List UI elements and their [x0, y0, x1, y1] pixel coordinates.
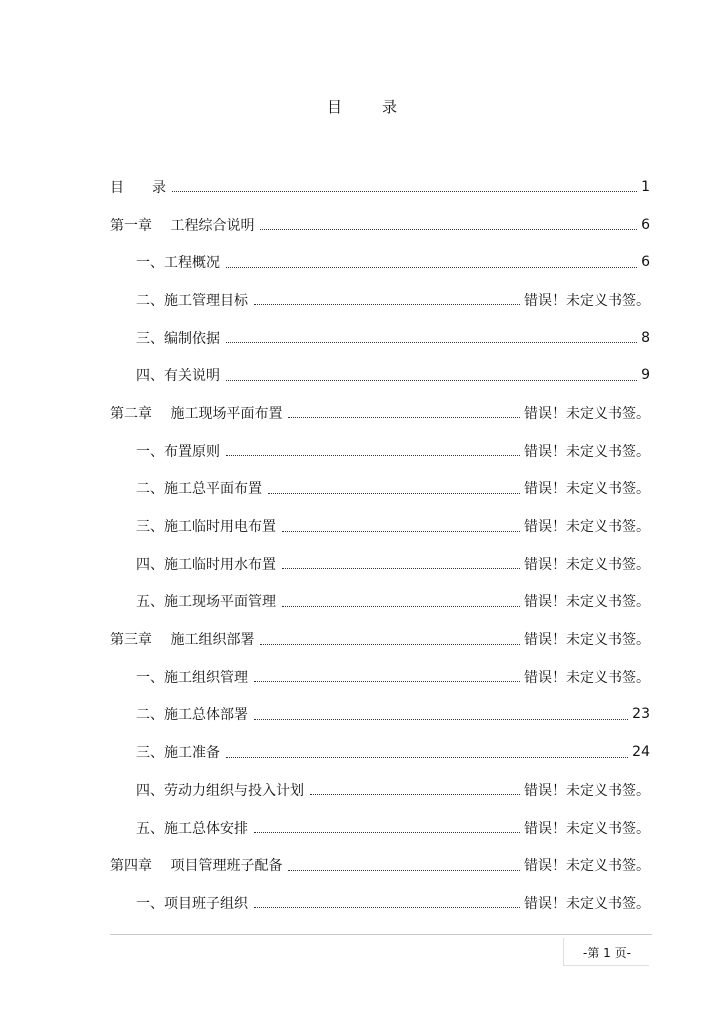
toc-entry-page: 1 [641, 178, 650, 195]
page-title-part2: 录 [382, 98, 398, 116]
page-number: -第 1 页- [583, 946, 631, 960]
toc-dot-leader [254, 719, 628, 720]
toc-entry-label: 五、施工总体安排 [136, 820, 248, 837]
toc-entry[interactable] [110, 620, 650, 658]
toc-dot-leader [254, 304, 520, 305]
toc-entry-label: 第二章 施工现场平面布置 [110, 405, 283, 422]
toc-dot-leader [310, 794, 520, 795]
toc-entry-label: 五、施工现场平面管理 [136, 594, 276, 611]
toc-dot-leader [282, 568, 520, 569]
toc-dot-leader [226, 342, 637, 343]
toc-entry-bookmark-error: 错误！未定义书签。 [524, 443, 650, 460]
toc-entry-bookmark-error: 错误！未定义书签。 [524, 820, 650, 837]
toc-entry-label: 三、编制依据 [136, 330, 220, 347]
page-title-part1: 目 [326, 98, 342, 116]
toc-entry-label: 一、工程概况 [136, 255, 220, 272]
toc-entry-label: 四、劳动力组织与投入计划 [136, 782, 304, 799]
toc-entry-page: 9 [641, 367, 650, 384]
toc-entry-label: 第一章 工程综合说明 [110, 217, 255, 234]
toc-entry-bookmark-error: 错误！未定义书签。 [524, 594, 650, 611]
toc-entry[interactable] [110, 168, 650, 206]
toc-entry-label: 二、施工管理目标 [136, 292, 248, 309]
toc-entry-bookmark-error: 错误！未定义书签。 [524, 632, 650, 649]
toc-entry[interactable] [110, 884, 650, 922]
toc-entry-label: 一、布置原则 [136, 443, 220, 460]
toc-dot-leader [282, 606, 520, 607]
toc-dot-leader [282, 531, 520, 532]
toc-entry[interactable] [110, 846, 650, 884]
toc-entry[interactable] [110, 470, 650, 508]
toc-entry-label: 四、施工临时用水布置 [136, 556, 276, 573]
toc-dot-leader [268, 493, 520, 494]
toc-entry-bookmark-error: 错误！未定义书签。 [524, 481, 650, 498]
toc-entry[interactable] [110, 771, 650, 809]
toc-dot-leader [226, 380, 637, 381]
toc-dot-leader [226, 757, 628, 758]
toc-entry-label: 三、施工准备 [136, 745, 220, 762]
toc-entry[interactable] [110, 319, 650, 357]
toc-entry-page: 23 [632, 706, 650, 723]
toc-entry-label: 一、项目班子组织 [136, 895, 248, 912]
toc-entry[interactable] [110, 432, 650, 470]
toc-entry-bookmark-error: 错误！未定义书签。 [524, 556, 650, 573]
toc-entry-bookmark-error: 错误！未定义书签。 [524, 895, 650, 912]
toc-dot-leader [254, 681, 520, 682]
toc-entry[interactable] [110, 733, 650, 771]
toc-entry-page: 6 [641, 216, 650, 233]
toc-entry-label: 一、施工组织管理 [136, 669, 248, 686]
toc-entry[interactable] [110, 809, 650, 847]
toc-entry[interactable] [110, 394, 650, 432]
toc-dot-leader [288, 417, 520, 418]
toc-entry-page: 24 [632, 744, 650, 761]
toc-dot-leader [172, 191, 637, 192]
toc-entry[interactable] [110, 507, 650, 545]
toc-entry-label: 二、施工总体部署 [136, 707, 248, 724]
toc-dot-leader [226, 455, 520, 456]
toc-entry-bookmark-error: 错误！未定义书签。 [524, 519, 650, 536]
toc-entry[interactable] [110, 206, 650, 244]
toc-entry-label: 第四章 项目管理班子配备 [110, 858, 283, 875]
toc-entry[interactable] [110, 243, 650, 281]
toc-entry-bookmark-error: 错误！未定义书签。 [524, 858, 650, 875]
toc-entry-label: 二、施工总平面布置 [136, 481, 262, 498]
toc-dot-leader [260, 644, 520, 645]
toc-entry[interactable] [110, 658, 650, 696]
toc-dot-leader [288, 870, 520, 871]
footer-divider [110, 934, 652, 935]
toc-dot-leader [226, 267, 637, 268]
toc-entry[interactable] [110, 696, 650, 734]
toc-entry-page: 8 [641, 329, 650, 346]
toc-entry-label: 第三章 施工组织部署 [110, 632, 255, 649]
table-of-contents [110, 168, 650, 922]
toc-dot-leader [260, 229, 637, 230]
toc-dot-leader [254, 907, 520, 908]
toc-entry-bookmark-error: 错误！未定义书签。 [524, 669, 650, 686]
page-title [0, 96, 724, 117]
toc-entry[interactable] [110, 356, 650, 394]
toc-entry-label: 三、施工临时用电布置 [136, 519, 276, 536]
toc-entry[interactable] [110, 545, 650, 583]
toc-entry-bookmark-error: 错误！未定义书签。 [524, 405, 650, 422]
toc-entry-label: 四、有关说明 [136, 368, 220, 385]
toc-dot-leader [254, 832, 520, 833]
toc-entry-bookmark-error: 错误！未定义书签。 [524, 292, 650, 309]
toc-entry[interactable] [110, 583, 650, 621]
toc-entry-page: 6 [641, 254, 650, 271]
toc-entry-label: 目 录 [110, 179, 166, 196]
toc-entry-bookmark-error: 错误！未定义书签。 [524, 782, 650, 799]
toc-entry[interactable] [110, 281, 650, 319]
